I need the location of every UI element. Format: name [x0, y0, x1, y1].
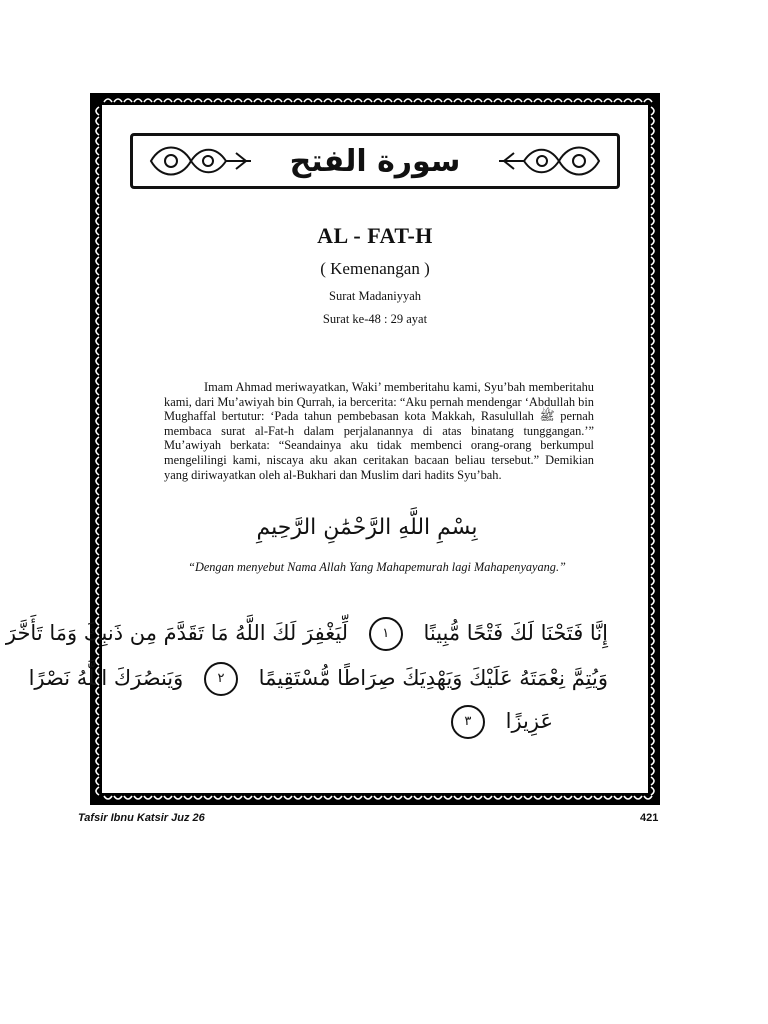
ayah-number-marker: ١: [369, 617, 403, 651]
arabic-surah-title: سورة الفتح: [289, 143, 461, 179]
surah-title: AL - FAT-H: [317, 223, 433, 248]
verse-text: عَزِيزًا: [505, 709, 553, 733]
basmala-translation: “Dengan menyebut Nama Allah Yang Mahapemurah lagi Mahapenyayang.”: [188, 560, 566, 574]
book-title-footer: Tafsir Ibnu Katsir Juz 26: [78, 812, 205, 824]
page-number: 421: [640, 812, 659, 824]
verse-text: وَيَنصُرَكَ اللَّهُ نَصْرًا: [28, 666, 184, 690]
surah-subtitle: ( Kemenangan ): [320, 259, 430, 278]
basmala-calligraphy: بِسْمِ اللَّهِ الرَّحْمَٰنِ الرَّحِيمِ: [256, 515, 478, 540]
surah-type: Surat Madaniyyah: [329, 289, 421, 303]
intro-paragraph: Imam Ahmad meriwayatkan, Waki’ memberitahu kami, Syu’bah memberitahu kami, dari Mu’awiyah bin Qurrah, ia bercerita: “Aku pernah mendengar ‘Abdullah bin Mughaffal bertutur: ‘Pada tahun pembebasan kota Makkah, Rasulullah ﷺ pernah membaca surat al-Fat-h dalam perjalanannya di atas binatang tunggangan.’” Mu’awiyah berkata: “Seandainya aku tidak membenci orang-orang berkumpul mengelilingi kami, niscaya aku akan ceritakan bacaan beliau tersebut.” Demikian yang diriwayatkan oleh al-Bukhari dan Muslim dari hadits Syu’bah.: [164, 380, 595, 482]
surah-number: Surat ke-48 : 29 ayat: [322, 312, 428, 326]
verse-text: إِنَّا فَتَحْنَا لَكَ فَتْحًا مُّبِينًا: [423, 621, 608, 645]
ayah-number-marker: ٢: [204, 662, 238, 696]
page-border-frame: [5, 93, 660, 805]
verse-text: لِّيَغْفِرَ لَكَ اللَّهُ مَا تَقَدَّمَ مِن ذَنبِكَ وَمَا تَأَخَّرَ: [5, 621, 349, 645]
verse-text: وَيُتِمَّ نِعْمَتَهُ عَلَيْكَ وَيَهْدِيَكَ صِرَاطًا مُّسْتَقِيمًا: [258, 666, 608, 690]
ayah-number-marker: ٣: [451, 705, 485, 739]
rope-border-pattern-icon: [90, 93, 660, 805]
